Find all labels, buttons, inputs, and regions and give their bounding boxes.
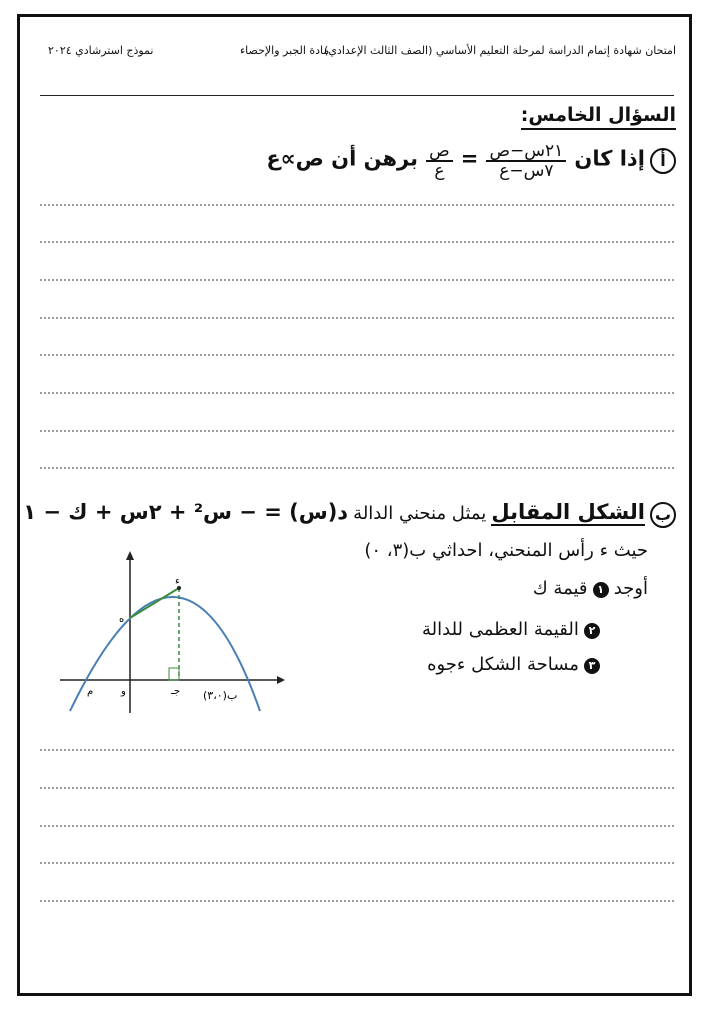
part-b-shape-label: الشكل المقابل	[491, 500, 645, 524]
part-a-marker: أ	[650, 148, 676, 174]
answer-line	[40, 430, 674, 432]
segment-he-vertex	[130, 588, 179, 618]
parabola-graph	[55, 548, 285, 718]
part-b-statement	[23, 500, 676, 528]
part-b-function: د(س) = − س² + ٢س + ك − ١	[23, 500, 349, 524]
part-b-find: أوجد	[613, 578, 648, 599]
part-b-represents: يمثل منحني الدالة	[353, 503, 487, 524]
answer-line	[40, 354, 674, 356]
item-number: ٢	[584, 623, 600, 639]
right-root-label: (٣،٠)ب	[203, 689, 238, 702]
left-root-label: م	[87, 686, 94, 697]
model-label: نموذج استرشادي ٢٠٢٤	[48, 44, 154, 57]
x-axis-arrow	[277, 676, 285, 684]
answer-line	[40, 467, 674, 469]
exam-title: امتحان شهادة إتمام الدراسة لمرحلة التعليم الأساسي (الصف الثالث الإعدادي)	[324, 44, 676, 57]
question-title: السؤال الخامس:	[521, 104, 676, 130]
part-b-item-2	[422, 619, 600, 640]
y-axis-arrow	[126, 551, 134, 560]
subject-label: مادة الجبر والإحصاء	[240, 44, 330, 57]
right-angle-mark	[169, 668, 179, 680]
fraction-rhs-num: ٢١س−ص	[486, 142, 566, 162]
answer-line	[40, 241, 674, 243]
answer-line	[40, 787, 674, 789]
part-a-intro: إذا كان	[574, 146, 645, 171]
fraction-lhs-num: ص	[426, 142, 453, 162]
fraction-lhs-den: ع	[434, 161, 445, 181]
part-b-item-3	[427, 654, 600, 675]
answer-line	[40, 317, 674, 319]
answer-line	[40, 900, 674, 902]
item-text: قيمة ك	[532, 578, 588, 599]
answer-line	[40, 204, 674, 206]
answer-line	[40, 279, 674, 281]
part-a-prove: برهن أن ص∝ع	[266, 146, 419, 171]
part-b-vertex-text: حيث ء رأس المنحني، احداثي ب(٣، ٠)	[364, 540, 648, 561]
item-number: ٣	[584, 658, 600, 674]
answer-line	[40, 825, 674, 827]
foot-label: جـ	[171, 686, 181, 697]
fraction-lhs	[426, 142, 453, 180]
vertex-label: ء	[175, 576, 180, 587]
answer-line	[40, 392, 674, 394]
y-intercept-label: ه	[119, 614, 125, 625]
item-text: القيمة العظمى للدالة	[422, 619, 579, 640]
item-text: مساحة الشكل ءجوه	[427, 654, 579, 675]
fraction-rhs-den: ٧س−ع	[499, 161, 554, 181]
origin-label: و	[121, 686, 126, 697]
answer-line	[40, 749, 674, 751]
part-b-item-1	[533, 578, 648, 599]
part-a-statement: أ إذا كان $\frac{\text{٢١س−ص}}{\text{٧س−ع}}$ = $\frac{\text{ص}}{\text{ع}}$ برهن أن ص∝ع	[266, 142, 676, 180]
item-number: ١	[593, 582, 609, 598]
part-b-marker: ب	[650, 502, 676, 528]
answer-line	[40, 862, 674, 864]
header-rule	[40, 95, 674, 96]
fraction-rhs	[486, 142, 566, 180]
